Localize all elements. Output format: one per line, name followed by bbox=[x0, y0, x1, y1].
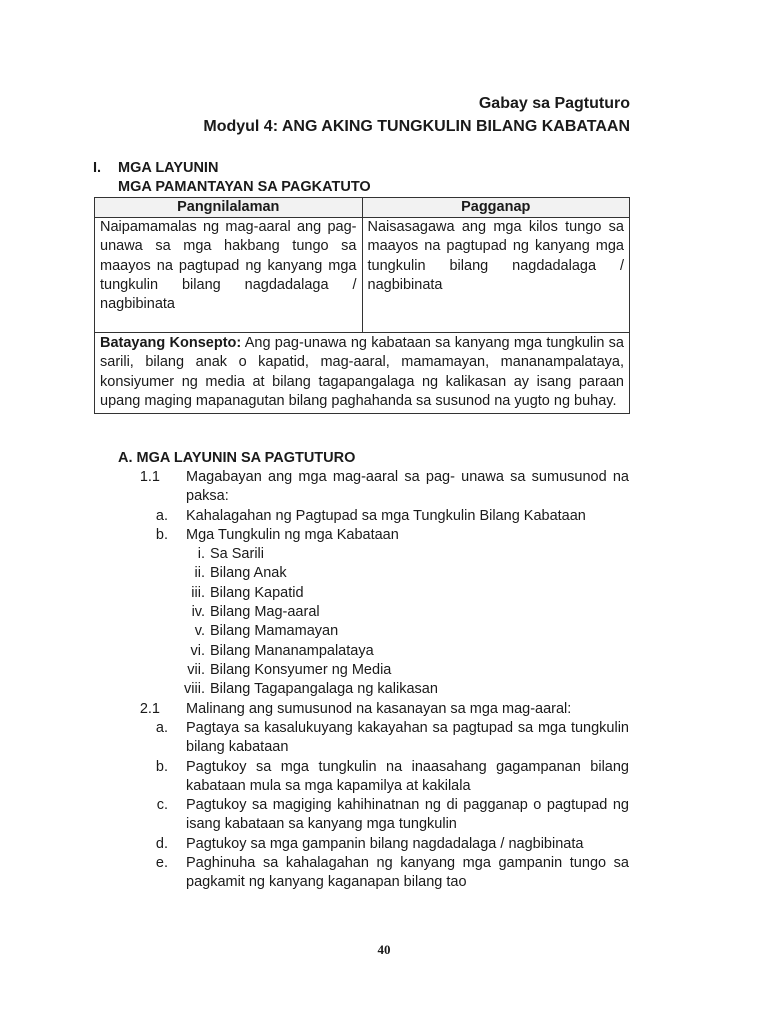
roman-item-text: Bilang Konsyumer ng Media bbox=[210, 661, 392, 678]
roman-item-text: Bilang Mananampalataya bbox=[210, 642, 374, 659]
sub-item-text: Mga Tungkulin ng mga Kabataan bbox=[186, 527, 399, 543]
roman-item-number: iv. bbox=[191, 603, 205, 620]
section-subtitle: MGA PAMANTAYAN SA PAGKATUTO bbox=[118, 179, 371, 195]
guide-title: Gabay sa Pagtuturo bbox=[478, 95, 630, 112]
roman-item-text: Bilang Tagapangalaga ng kalikasan bbox=[210, 681, 438, 698]
roman-item-number: vi. bbox=[190, 642, 205, 659]
concept-text: Ang pag-unawa ng kabataan sa kanyang mga tungkulin sa sarili, bilang anak o kapatid, mag-aaral, mamamayan, mananampalataya, konsiyumer ng media at bilang tagapangalaga ng kalikasan ay isang paraan upang maging mapanagutan bilang paghahanda sa susunod na yugto ng buhay. bbox=[100, 335, 624, 409]
roman-item-text: Bilang Mamamayan bbox=[210, 623, 339, 640]
roman-item-number: vii. bbox=[187, 661, 205, 678]
concept-row bbox=[95, 333, 630, 414]
roman-item-number: v. bbox=[194, 623, 205, 640]
sub-item-text: Paghinuha sa kahalagahan ng kanyang mga gampanin tungo sa pagkamit ng kanyang kaganapan bilang tao bbox=[186, 855, 629, 891]
page-number: 40 bbox=[377, 942, 391, 957]
sub-item-text: Pagtaya sa kasalukuyang kakayahan sa pagtupad sa mga tungkulin bilang kabataan bbox=[186, 720, 629, 756]
content-standard-cell: Naipamamalas ng mag-aaral ang pag-unawa sa mga hakbang tungo sa maayos na pagtupad ng kanyang mga tungkulin bilang nagdadalaga / nagbibinata bbox=[95, 218, 363, 333]
module-title: Modyul 4: ANG AKING TUNGKULIN BILANG KABATAAN bbox=[203, 118, 630, 135]
header-pangnilalaman: Pangnilalaman bbox=[95, 198, 363, 218]
sub-item-text: Pagtukoy sa mga tungkulin na inaasahang gagampanan bilang kabataan mula sa mga kapamilya at kakilala bbox=[186, 759, 629, 795]
roman-item-text: Bilang Mag-aaral bbox=[210, 603, 320, 620]
section-number: I. bbox=[93, 160, 102, 176]
sub-item-text: Pagtukoy sa mga gampanin bilang nagdadalaga / nagbibinata bbox=[186, 836, 584, 852]
sub-item-text: Pagtukoy sa magiging kahihinatnan ng di pagganap o pagtupad ng isang kabataan sa kanyang mga tungkulin bbox=[186, 797, 629, 833]
item-text: Magabayan ang mga mag-aaral sa pag- unawa sa sumusunod na paksa: bbox=[186, 469, 629, 505]
standards-table bbox=[94, 197, 630, 414]
roman-item-text: Bilang Kapatid bbox=[210, 584, 304, 601]
roman-item-number: ii. bbox=[194, 565, 205, 582]
sub-item-number: d. bbox=[155, 836, 168, 852]
item-number: 1.1 bbox=[139, 469, 160, 485]
sub-item-number: b. bbox=[155, 527, 168, 543]
header-pagganap: Pagganap bbox=[362, 198, 630, 218]
roman-item-number: viii. bbox=[184, 681, 205, 698]
table-row bbox=[95, 218, 630, 333]
concept-cell bbox=[95, 333, 630, 414]
item-number: 2.1 bbox=[139, 701, 160, 717]
sub-item-number: b. bbox=[155, 759, 168, 775]
sub-item-number: a. bbox=[155, 720, 168, 736]
sub-item-number: a. bbox=[155, 508, 168, 524]
roman-item-text: Bilang Anak bbox=[210, 565, 287, 582]
table-header-row bbox=[95, 198, 630, 218]
sub-item-number: c. bbox=[156, 797, 168, 813]
section-title: MGA LAYUNIN bbox=[118, 160, 219, 176]
sub-item-text: Kahalagahan ng Pagtupad sa mga Tungkulin Bilang Kabataan bbox=[186, 508, 586, 524]
roman-item-number: i. bbox=[197, 546, 205, 562]
sub-item-number: e. bbox=[155, 855, 168, 871]
roman-item-text: Sa Sarili bbox=[210, 546, 264, 562]
performance-standard-cell: Naisasagawa ang mga kilos tungo sa maayos na pagtupad ng kanyang mga tungkulin bilang nagdadalaga / nagbibinata bbox=[362, 218, 630, 333]
roman-item-number: iii. bbox=[191, 584, 205, 601]
item-text: Malinang ang sumusunod na kasanayan sa mga mag-aaral: bbox=[186, 701, 572, 717]
concept-label: Batayang Konsepto: bbox=[100, 335, 242, 351]
objectives-title: A. MGA LAYUNIN SA PAGTUTURO bbox=[118, 450, 356, 466]
